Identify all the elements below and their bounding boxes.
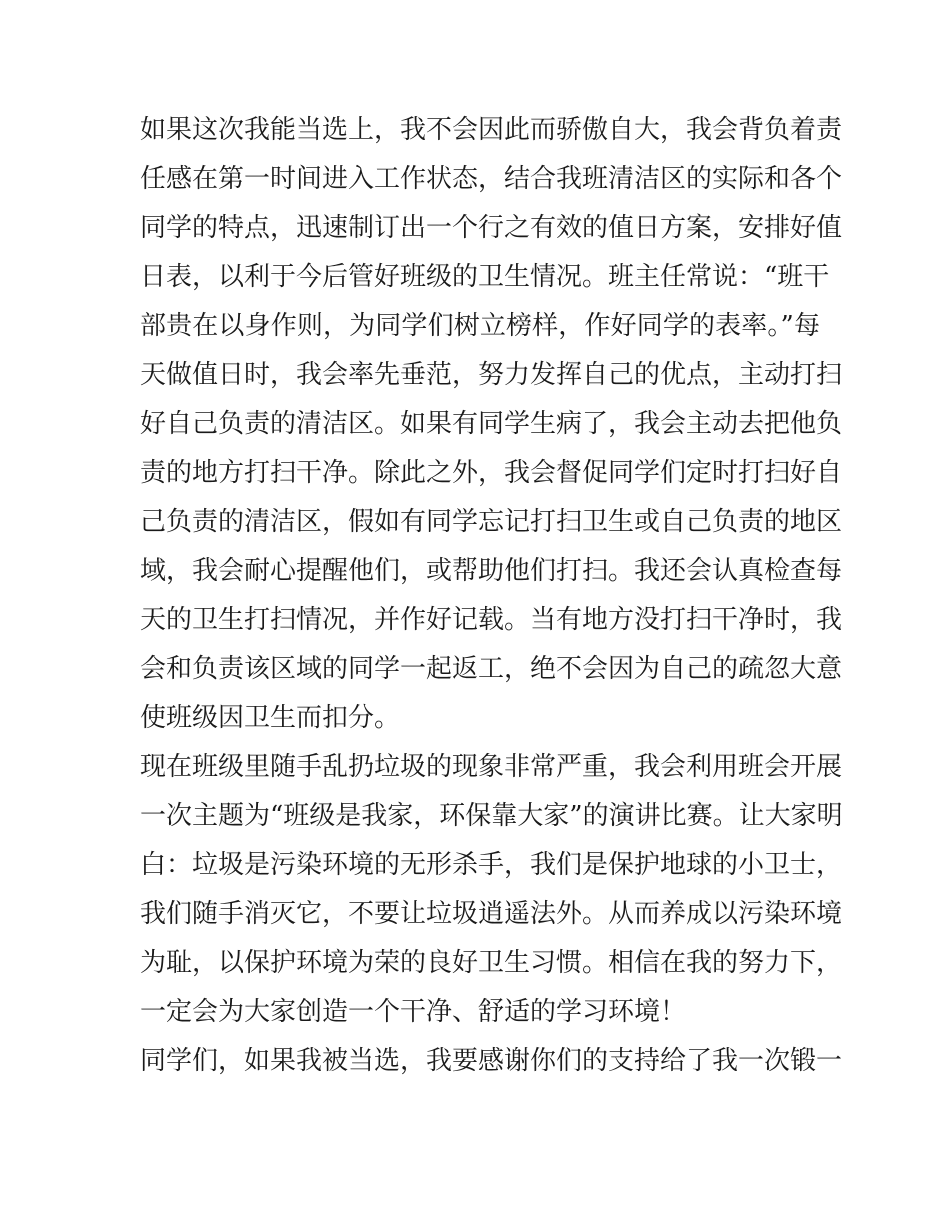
text-line: 同学们，如果我被当选，我要感谢你们的支持给了我一次锻一 xyxy=(140,1046,843,1076)
text-line: 任感在第一时间进入工作状态，结合我班清洁区的实际和各个 xyxy=(140,164,843,194)
text-line: 会和负责该区域的同学一起返工，绝不会因为自己的疏忽大意 xyxy=(140,654,843,684)
text-line: 天做值日时，我会率先垂范，努力发挥自己的优点，主动打扫 xyxy=(140,360,843,390)
text-line: 日表，以利于今后管好班级的卫生情况。班主任常说：“班干 xyxy=(140,262,830,292)
text-line: 现在班级里随手乱扔垃圾的现象非常严重，我会利用班会开展 xyxy=(140,752,843,782)
text-line: 部贵在以身作则，为同学们树立榜样，作好同学的表率。”每 xyxy=(140,311,820,341)
text-line: 责的地方打扫干净。除此之外，我会督促同学们定时打扫好自 xyxy=(140,458,843,488)
text-line: 我们随手消灭它，不要让垃圾逍遥法外。从而养成以污染环境 xyxy=(140,899,843,929)
paragraph-end-line: 使班级因卫生而扣分。 xyxy=(140,703,401,733)
text-line: 天的卫生打扫情况，并作好记载。当有地方没打扫干净时，我 xyxy=(140,605,843,635)
text-line: 同学的特点，迅速制订出一个行之有效的值日方案，安排好值 xyxy=(140,213,843,243)
text-line: 一次主题为“班级是我家，环保靠大家”的演讲比赛。让大家明 xyxy=(140,801,843,831)
text-line: 己负责的清洁区，假如有同学忘记打扫卫生或自己负责的地区 xyxy=(140,507,843,537)
text-line: 好自己负责的清洁区。如果有同学生病了，我会主动去把他负 xyxy=(140,409,843,439)
text-line: 域，我会耐心提醒他们，或帮助他们打扫。我还会认真检查每 xyxy=(140,556,843,586)
paragraph-end-line: 一定会为大家创造一个干净、舒适的学习环境！ xyxy=(140,997,687,1027)
text-line: 如果这次我能当选上，我不会因此而骄傲自大，我会背负着责 xyxy=(140,115,843,145)
text-line: 白：垃圾是污染环境的无形杀手，我们是保护地球的小卫士， xyxy=(140,850,843,880)
text-line: 为耻，以保护环境为荣的良好卫生习惯。相信在我的努力下， xyxy=(140,948,843,978)
